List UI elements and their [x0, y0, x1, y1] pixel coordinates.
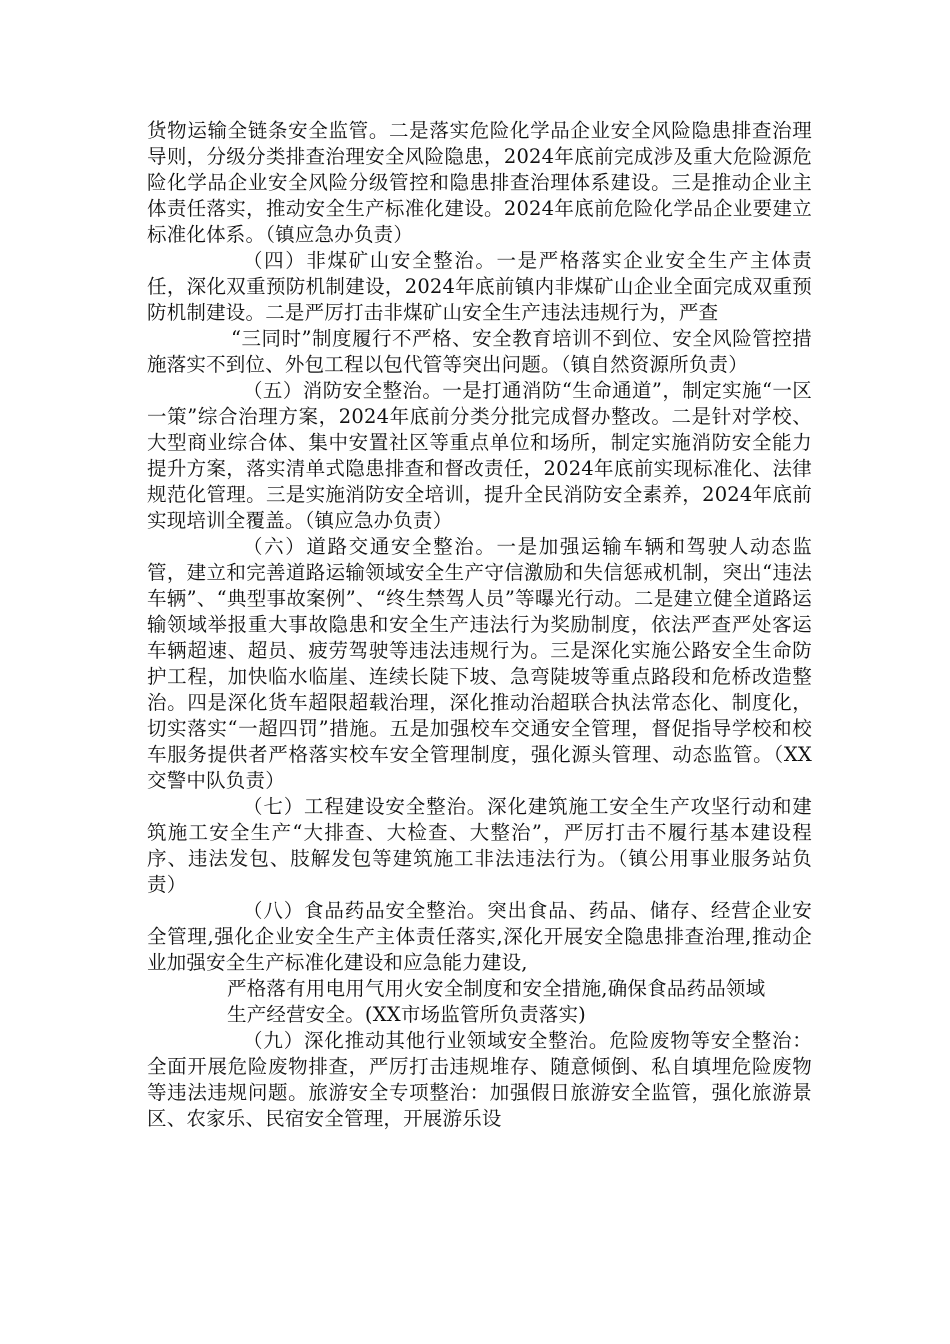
paragraph-hazardous-chemicals: 货物运输全链条安全监管。二是落实危险化学品企业安全风险隐患排查治理导则，分级分类排查治理安全风险隐患，2024年底前完成涉及重大危险源危险化学品企业安全风险分级管控和隐患排查治理体系建设。三是推动企业主体责任落实，推动安全生产标准化建设。2024年底前危险化学品企业要建立标准化体系。（镇应急办负责）	[147, 119, 812, 246]
paragraph-non-coal-mines: （四）非煤矿山安全整治。一是严格落实企业安全生产主体责任，深化双重预防机制建设，2024年底前镇内非煤矿山企业全面完成双重预防机制建设。二是严厉打击非煤矿山安全生产违法违规行为，严查	[147, 249, 812, 324]
paragraph-fire-safety: （五）消防安全整治。一是打通消防“生命通道”，制定实施“一区一策”综合治理方案，2024年底前分类分批完成督办整改。二是针对学校、大型商业综合体、集中安置社区等重点单位和场所，制定实施消防安全能力提升方案，落实清单式隐患排查和督改责任，2024年底前实现标准化、法律规范化管理。三是实施消防安全培训，提升全民消防安全素养，2024年底前实现培训全覆盖。（镇应急办负责）	[147, 379, 812, 532]
paragraph-food-drugs: （八）食品药品安全整治。突出食品、药品、储存、经营企业安全管理,强化企业安全生产主体责任落实,深化开展安全隐患排查治理,推动企业加强安全生产标准化建设和应急能力建设,	[147, 899, 812, 974]
paragraph-three-simultaneous: “三同时”制度履行不严格、安全教育培训不到位、安全风险管控措施落实不到位、外包工程以包代管等突出问题。（镇自然资源所负责）	[147, 327, 812, 376]
document-body	[147, 118, 812, 1132]
paragraph-food-drugs-continued: 严格落有用电用气用火安全制度和安全措施,确保食品药品领域	[227, 977, 766, 1000]
paragraph-food-drugs-end: 生产经营安全。(XX市场监管所负责落实)	[227, 1003, 586, 1026]
paragraph-construction: （七）工程建设安全整治。深化建筑施工安全生产攻坚行动和建筑施工安全生产“大排查、大检查、大整治”，严厉打击不履行基本建设程序、违法发包、肢解发包等建筑施工非法违法行为。（镇公用事业服务站负责）	[147, 795, 812, 896]
paragraph-other-industries: （九）深化推动其他行业领域安全整治。危险废物等安全整治：全面开展危险废物排查，严厉打击违规堆存、随意倾倒、私自填埋危险废物等违法违规问题。旅游安全专项整治：加强假日旅游安全监管，强化旅游景区、农家乐、民宿安全管理，开展游乐设	[147, 1029, 812, 1130]
paragraph-road-traffic: （六）道路交通安全整治。一是加强运输车辆和驾驶人动态监管，建立和完善道路运输领域安全生产守信激励和失信惩戒机制，突出“违法车辆”、“典型事故案例”、“终生禁驾人员”等曝光行动。二是建立健全道路运输领域举报重大事故隐患和安全生产违法行为奖励制度，依法严查严处客运车辆超速、超员、疲劳驾驶等违法违规行为。三是深化实施公路安全生命防护工程，加快临水临崖、连续长陡下坡、急弯陡坡等重点路段和危桥改造整治。四是深化货车超限超载治理，深化推动治超联合执法常态化、制度化，切实落实“一超四罚”措施。五是加强校车交通安全管理，督促指导学校和校车服务提供者严格落实校车安全管理制度，强化源头管理、动态监管。（XX交警中队负责）	[147, 535, 812, 792]
